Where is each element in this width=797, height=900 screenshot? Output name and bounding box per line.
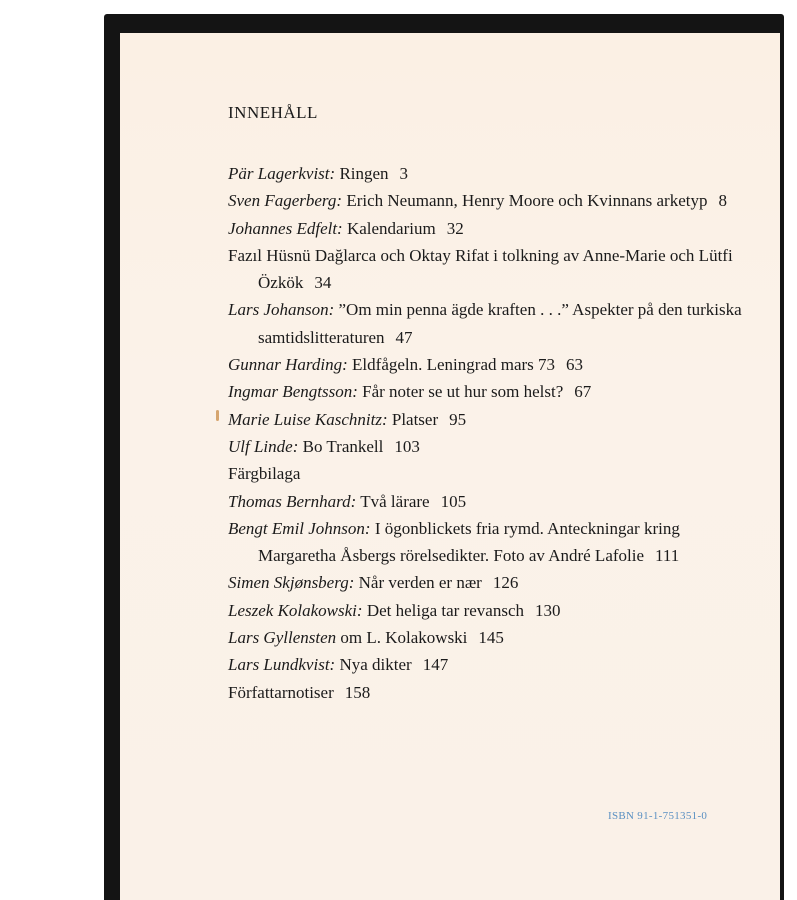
entry-page-number: 147 xyxy=(422,655,449,675)
entry-author: Gunnar Harding: xyxy=(228,355,348,375)
toc-entry xyxy=(228,296,748,351)
entry-title: ”Om min penna ägde kraften . . .” Aspekter på den turkiska samtidslitteraturen xyxy=(258,300,742,347)
toc-entry xyxy=(228,515,748,570)
toc-entry xyxy=(228,160,748,187)
isbn-number: ISBN 91-1-751351-0 xyxy=(608,810,708,822)
toc-entry xyxy=(228,488,748,515)
toc-entry xyxy=(228,569,748,596)
entry-author: Ulf Linde: xyxy=(228,436,299,456)
entry-title: Två lärare xyxy=(356,491,430,511)
entry-page-number: 67 xyxy=(574,382,592,402)
contents-heading: INNEHÅLL xyxy=(228,103,318,122)
entry-author: Lars Johanson: xyxy=(228,300,335,320)
toc-entry xyxy=(228,378,748,405)
entry-author: Simen Skjønsberg: xyxy=(228,573,355,593)
entry-title: Nya dikter xyxy=(335,655,412,675)
toc-entry xyxy=(228,187,748,214)
entry-title: Eldfågeln. Leningrad mars 73 xyxy=(347,355,556,375)
entry-title: Författarnotiser xyxy=(228,682,334,702)
entry-title: Fazıl Hüsnü Dağlarca och Oktay Rifat i tolkning av Anne-Marie och Lütfi Özkök xyxy=(228,245,733,293)
entry-title: Ringen xyxy=(335,164,389,183)
toc-entry xyxy=(228,651,748,678)
entry-author: Leszek Kolakowski: xyxy=(228,600,363,620)
entry-page-number: 3 xyxy=(399,164,409,183)
entry-page-number: 47 xyxy=(395,327,413,347)
contents-page xyxy=(120,33,780,900)
toc-entry xyxy=(228,242,748,297)
entry-title: Platser xyxy=(387,409,439,429)
entry-page-number: 130 xyxy=(535,600,561,620)
entry-page-number: 34 xyxy=(314,273,332,293)
entry-page-number: 63 xyxy=(566,355,584,375)
entry-page-number: 145 xyxy=(478,628,504,648)
entry-title: I ögonblickets fria rymd. Anteckningar kring Margaretha Åsbergs rörelsedikter. Foto av André Lafolie xyxy=(258,518,680,566)
entry-author: Lars Lundkvist: xyxy=(228,655,336,675)
entry-title: Får noter se ut hur som helst? xyxy=(357,382,564,402)
entry-title: Bo Trankell xyxy=(298,436,384,456)
table-of-contents xyxy=(228,160,748,706)
entry-page-number: 158 xyxy=(344,682,371,702)
entry-author: Sven Fagerberg: xyxy=(228,191,343,211)
entry-author: Ingmar Bengtsson: xyxy=(228,382,358,402)
entry-author: Thomas Bernhard: xyxy=(228,491,357,511)
entry-author: Johannes Edfelt: xyxy=(228,218,343,238)
toc-entry xyxy=(228,433,748,460)
paper-stain xyxy=(216,410,219,421)
entry-page-number: 32 xyxy=(446,218,464,238)
toc-entry xyxy=(228,597,748,624)
entry-title: Kalendarium xyxy=(342,218,436,238)
entry-author: Pär Lagerkvist: xyxy=(228,164,336,183)
entry-author: Lars Gyllensten xyxy=(228,628,337,648)
entry-author: Marie Luise Kaschnitz: xyxy=(228,409,388,429)
entry-title: om L. Kolakowski xyxy=(336,628,468,648)
entry-author: Bengt Emil Johnson: xyxy=(228,518,371,538)
toc-entry xyxy=(228,679,748,706)
entry-title: Färgbilaga xyxy=(228,464,301,484)
entry-title: Det heliga tar revansch xyxy=(362,600,525,620)
toc-entry xyxy=(228,406,748,433)
entry-page-number: 8 xyxy=(718,191,727,211)
entry-title: Erich Neumann, Henry Moore och Kvinnans arketyp xyxy=(342,191,708,211)
entry-title: Når verden er nær xyxy=(354,573,482,593)
toc-entry xyxy=(228,215,748,242)
entry-page-number: 103 xyxy=(394,436,420,456)
entry-page-number: 105 xyxy=(440,491,467,511)
toc-entry xyxy=(228,351,748,378)
entry-page-number: 126 xyxy=(492,573,519,593)
entry-page-number: 95 xyxy=(449,409,467,429)
toc-entry xyxy=(228,624,748,651)
toc-entry xyxy=(228,460,748,487)
entry-page-number: 111 xyxy=(655,546,680,566)
